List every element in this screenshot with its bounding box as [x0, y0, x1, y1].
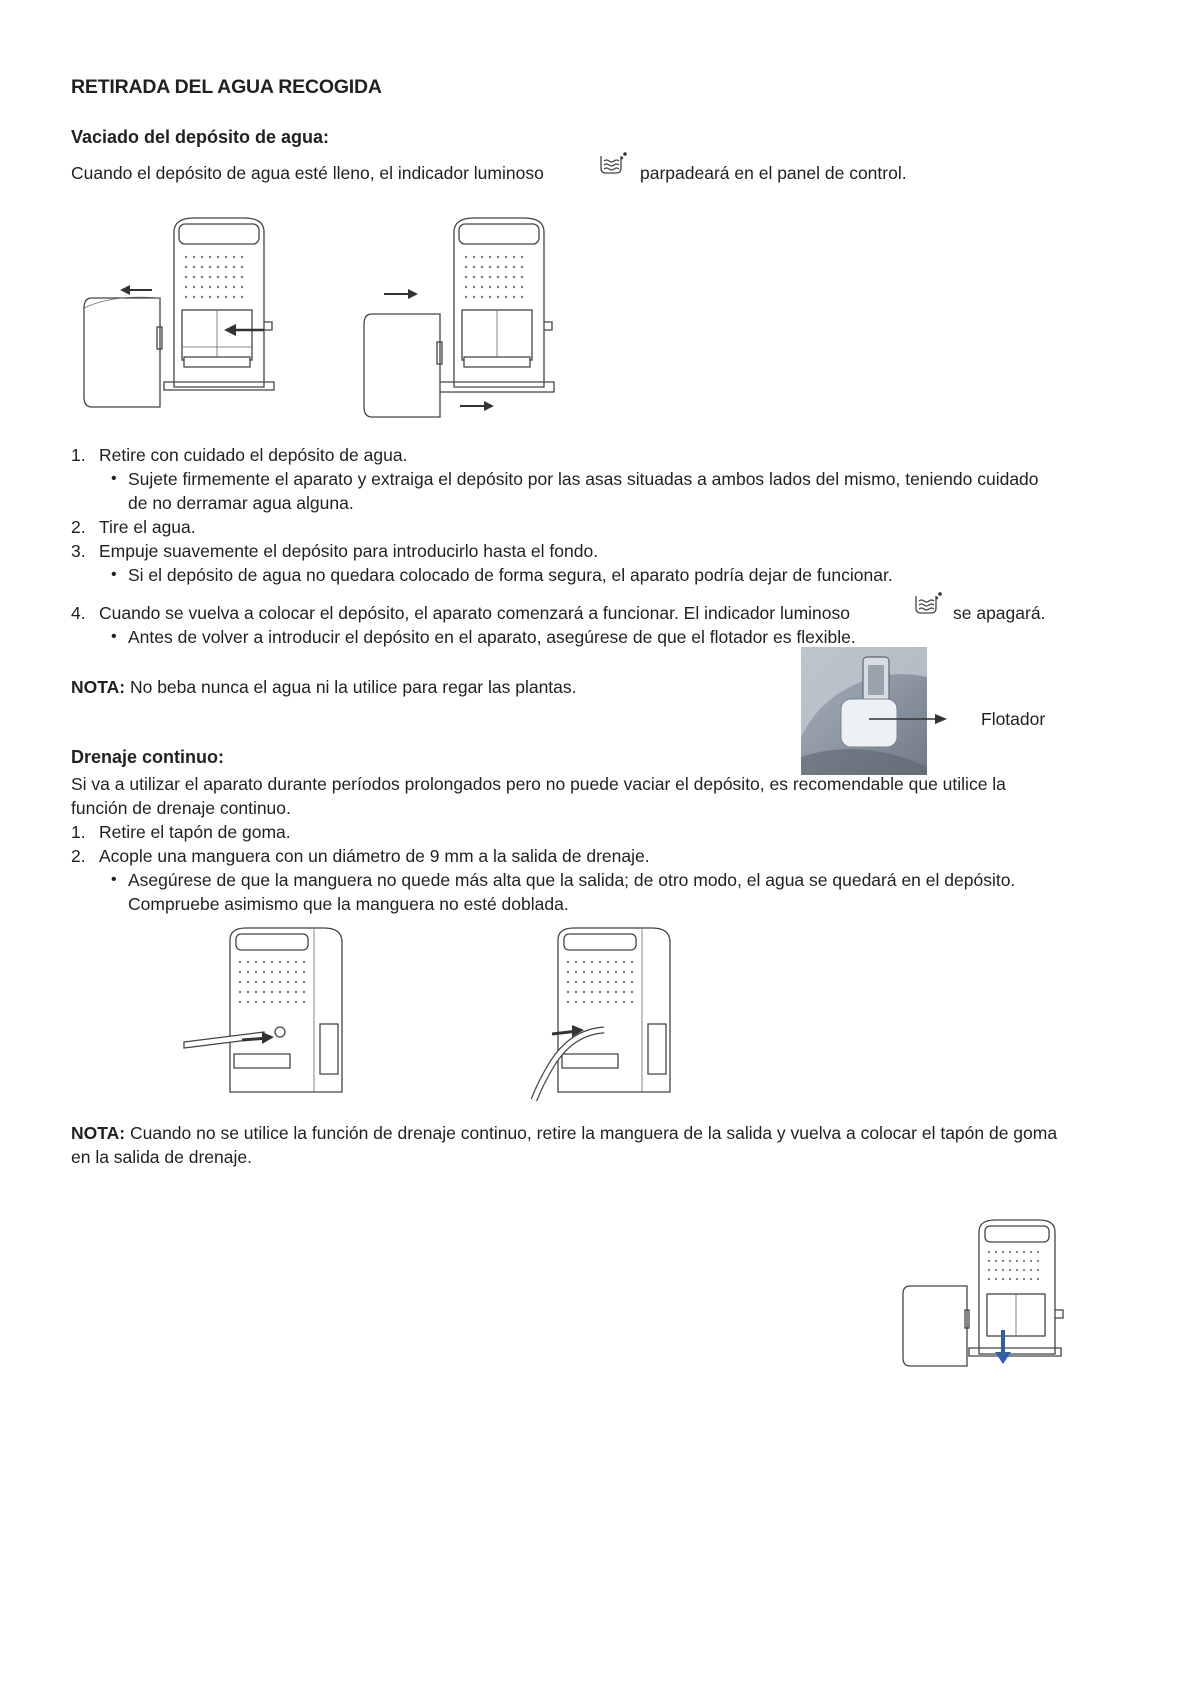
step-4-text-end: se apagará.	[953, 603, 1046, 623]
note-1-label: NOTA:	[71, 677, 126, 697]
drain-step-2-number: 2.	[71, 846, 86, 866]
step-2-number: 2.	[71, 517, 86, 537]
illustration-drain-hose-1	[184, 924, 364, 1106]
note-2-text-line1: Cuando no se utilice la función de drenaje continuo, retire la manguera de la salida y vuelva a colocar el tapón de goma	[125, 1123, 1058, 1143]
note-2-label: NOTA:	[71, 1123, 126, 1143]
drain-bullet-line1: • Asegúrese de que la manguera no quede más alta que la salida; de otro modo, el agua se quedará en el depósito.	[128, 868, 1015, 892]
water-tank-full-icon	[598, 151, 628, 177]
note-2-line1	[71, 1121, 1057, 1145]
illustration-remove-tank-blue-arrow	[903, 1216, 1073, 1376]
note-1-text: No beba nunca el agua ni la utilice para regar las plantas.	[125, 677, 577, 697]
water-tank-full-icon	[913, 591, 943, 617]
drain-step-1-number: 1.	[71, 822, 86, 842]
float-photo	[801, 647, 927, 775]
step-1-bullet-line2: de no derramar agua alguna.	[128, 493, 354, 513]
illustration-remove-tank-2	[364, 212, 584, 422]
illustration-drain-hose-2	[512, 924, 692, 1106]
drain-step-2-text: Acople una manguera con un diámetro de 9 mm a la salida de drenaje.	[99, 846, 650, 866]
drain-step-1-text: Retire el tapón de goma.	[99, 822, 291, 842]
float-pointer-arrow-icon	[869, 712, 947, 726]
emptying-intro-start: Cuando el depósito de agua esté lleno, el indicador luminoso	[71, 163, 544, 183]
step-4-text-start: Cuando se vuelva a colocar el depósito, el aparato comenzará a funcionar. El indicador luminoso	[99, 603, 851, 623]
illustration-remove-tank-1	[84, 212, 304, 422]
drainage-heading: Drenaje continuo:	[71, 747, 225, 767]
step-1-number: 1.	[71, 445, 86, 465]
step-3-number: 3.	[71, 541, 86, 561]
emptying-heading: Vaciado del depósito de agua:	[71, 127, 330, 147]
drainage-intro-line2: función de drenaje continuo.	[71, 798, 291, 818]
drain-bullet-line2: Compruebe asimismo que la manguera no esté doblada.	[128, 894, 569, 914]
float-label: Flotador	[981, 709, 1046, 729]
section-title: RETIRADA DEL AGUA RECOGIDA	[71, 76, 382, 98]
step-4-bullet: • Antes de volver a introducir el depósito en el aparato, asegúrese de que el flotador es flexible.	[128, 625, 856, 649]
drainage-intro-line1: Si va a utilizar el aparato durante períodos prolongados pero no puede vaciar el depósito, es recomendable que utilice la	[71, 774, 1006, 794]
note-2-line2: en la salida de drenaje.	[71, 1147, 252, 1167]
step-2-text: Tire el agua.	[99, 517, 196, 537]
step-3-text: Empuje suavemente el depósito para introducirlo hasta el fondo.	[99, 541, 599, 561]
step-1-text: Retire con cuidado el depósito de agua.	[99, 445, 408, 465]
note-1	[71, 675, 577, 699]
emptying-intro-end: parpadeará en el panel de control.	[640, 163, 907, 183]
step-3-bullet: • Si el depósito de agua no quedara colocado de forma segura, el aparato podría dejar de funcionar.	[128, 563, 893, 587]
step-4-number: 4.	[71, 603, 86, 623]
step-1-bullet-line1: • Sujete firmemente el aparato y extraiga el depósito por las asas situadas a ambos lados del mismo, teniendo cuidado	[128, 467, 1039, 491]
